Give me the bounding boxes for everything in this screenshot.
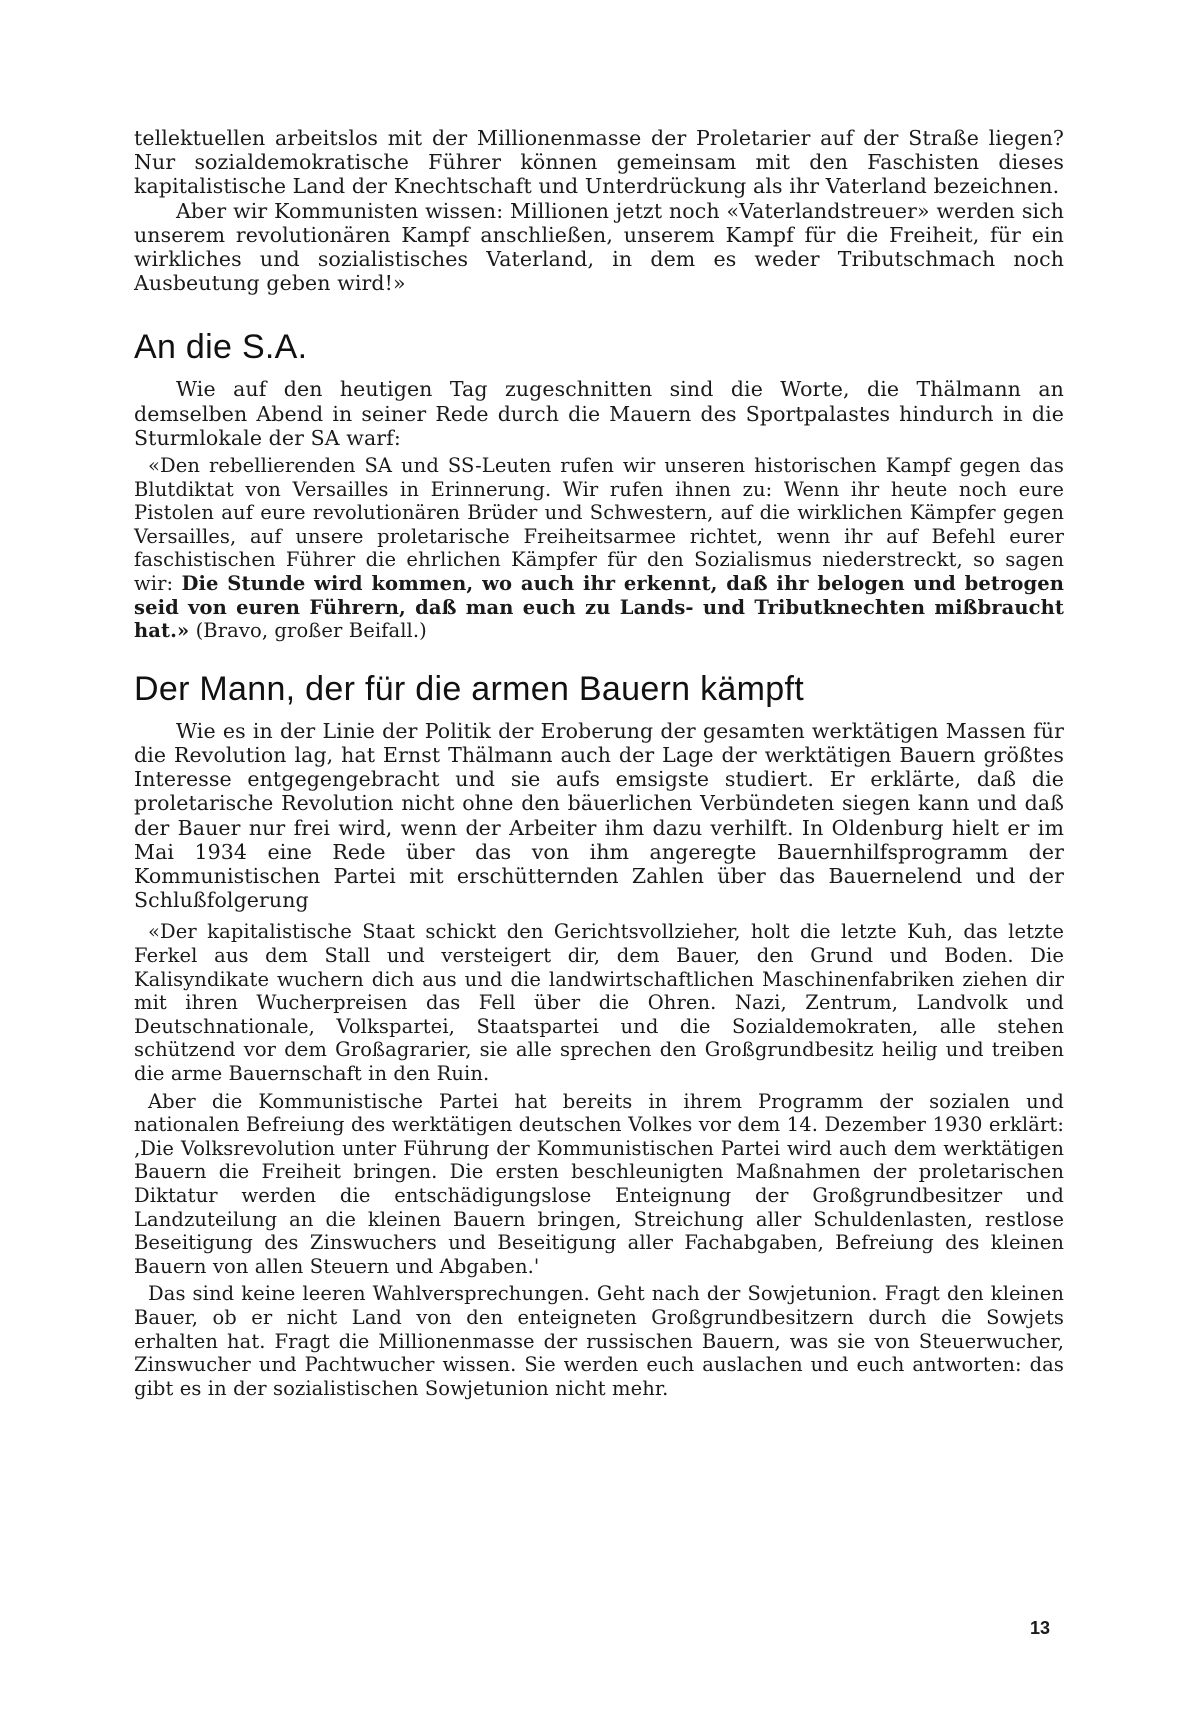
section-heading-mann: Der Mann, der für die armen Bauern kämpft xyxy=(134,669,804,708)
quote-mann-programm: Aber die Kommunistische Partei hat bereits in ihrem Programm der sozialen und nationalen Befreiung des werktätigen deutschen Volkes vor dem 14. Dezember 1930 erklärt: ‚Die Volksrevolution unter Führung der Kommunistischen Partei wird auch dem werktätigen Bauern die Freiheit bringen. Die ersten beschleunigten Maßnahmen der proletarischen Diktatur werden die entschädigungslose Enteignung der Großgrundbesitzer und Landzuteilung an die kleinen Bauern bringen, Streichung aller Schuldenlasten, restlose Beseitigung des Zinswuchers und Beseitigung aller Fachabgaben, Befreiung des kleinen Bauern von allen Steuern und Abgaben.' xyxy=(134,1089,1064,1278)
paragraph-continuation: tellektuellen arbeitslos mit der Millionenmasse der Proletarier auf der Straße liegen? Nur sozialdemokratische Führer können gemeinsam mit den Faschisten dieses kapitalistische Land der Knechtschaft und Unterdrückung als ihr Vaterland bezeichnen. xyxy=(134,126,1064,199)
page-number: 13 xyxy=(1030,1618,1051,1638)
quote-sa-bold: Die Stunde wird kommen, wo auch ihr erkennt, daß ihr belogen und betrogen seid von euren Führern, daß man euch zu Lands- und Tributknechten mißbraucht hat.» xyxy=(134,572,1064,643)
paragraph-sa-intro: Wie auf den heutigen Tag zugeschnitten sind die Worte, die Thälmann an demselben Abend in seiner Rede durch die Mauern des Sportpalastes hindurch in die Sturmlokale der SA warf: xyxy=(134,377,1064,450)
document-page xyxy=(134,126,1064,1400)
paragraph-communists: Aber wir Kommunisten wissen: Millionen jetzt noch «Vaterlandstreuer» werden sich unserem revolutionären Kampf anschließen, unserem Kampf für die Freiheit, für ein wirkliches und sozialistisches Vaterland, in dem es weder Tributschmach noch Ausbeutung geben wird!» xyxy=(134,198,1064,296)
quote-mann-staat: «Der kapitalistische Staat schickt den Gerichtsvollzieher, holt die letzte Kuh, das letzte Ferkel aus dem Stall und versteigert dir, dem Bauer, den Grund und Boden. Die Kalisyndikate wuchern dich aus und die landwirtschaftlichen Maschinenfabriken ziehen dir mit ihren Wucherpreisen das Fell über die Ohren. Nazi, Zentrum, Landvolk und Deutschnationale, Volkspartei, Staatspartei und die Sozialdemokraten, alle stehen schützend vor dem Großagrarier, sie alle sprechen den Großgrundbesitz heilig und treiben die arme Bauernschaft in den Ruin. xyxy=(134,920,1064,1085)
section-heading-sa: An die S.A. xyxy=(134,328,308,367)
quote-sa-end: (Bravo, großer Beifall.) xyxy=(189,619,427,643)
quote-sa xyxy=(134,454,1064,643)
quote-mann-sowjet: Das sind keine leeren Wahlversprechungen. Geht nach der Sowjetunion. Fragt den kleinen Bauer, ob er nicht Land von den enteigneten Großgrundbesitzern durch die Sowjets erhalten hat. Fragt die Millionenmasse der russischen Bauern, was sie von Steuerwucher, Zinswucher und Pachtwucher wissen. Sie werden euch auslachen und euch antworten: das gibt es in der sozialistischen Sowjetunion nicht mehr. xyxy=(134,1282,1064,1400)
paragraph-mann-intro: Wie es in der Linie der Politik der Eroberung der gesamten werktätigen Massen für die Revolution lag, hat Ernst Thälmann auch der Lage der werktätigen Bauern größtes Interesse entgegengebracht und sie aufs emsigste studiert. Er erklärte, daß die proletarische Revolution nicht ohne den bäuerlichen Verbündeten siegen kann und daß der Bauer nur frei wird, wenn der Arbeiter ihm dazu verhilft. In Oldenburg hielt er im Mai 1934 eine Rede über das von ihm angeregte Bauernhilfsprogramm der Kommunistischen Partei mit erschütternden Zahlen über das Bauernelend und der Schlußfolgerung xyxy=(134,718,1064,913)
quote-sa-plain: «Den rebellierenden SA und SS-Leuten rufen wir unseren historischen Kampf gegen das Blutdiktat von Versailles in Erinnerung. Wir rufen ihnen zu: Wenn ihr heute noch eure Pistolen auf eure revolutionären Brüder und Schwestern, auf die wirklichen Kämpfer gegen Versailles, auf unsere proletarische Freiheitsarmee richtet, wenn ihr auf Befehl eurer faschistischen Führer die ehrlichen Kämpfer für den Sozialismus niederstreckt, so sagen wir: xyxy=(134,454,1064,595)
